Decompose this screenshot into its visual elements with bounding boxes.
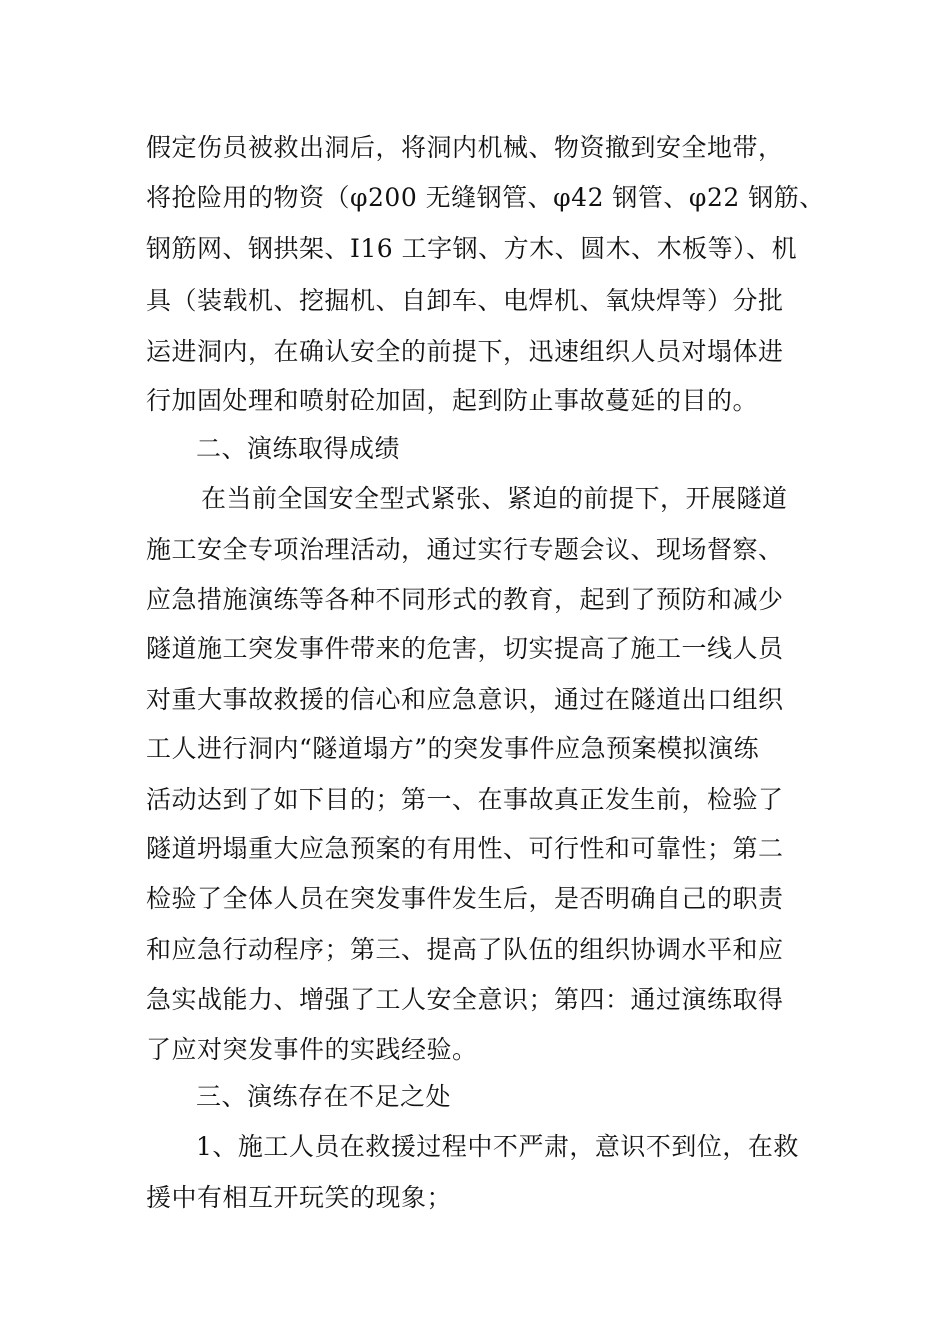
paragraph-line: 隧道施工突发事件带来的危害，切实提高了施工一线人员 — [146, 634, 784, 663]
paragraph-line: 对重大事故救援的信心和应急意识，通过在隧道出口组织 — [146, 685, 784, 714]
section-heading: 三、演练存在不足之处 — [196, 1082, 452, 1111]
paragraph-line: 了应对突发事件的实践经验。 — [146, 1035, 478, 1064]
paragraph-line: 应急措施演练等各种不同形式的教育，起到了预防和减少 — [146, 585, 784, 614]
paragraph-line: 施工安全专项治理活动，通过实行专题会议、现场督察、 — [146, 535, 784, 564]
section-heading: 二、演练取得成绩 — [196, 434, 401, 463]
paragraph-line: 和应急行动程序；第三、提高了队伍的组织协调水平和应 — [146, 935, 784, 964]
paragraph-line: 援中有相互开玩笑的现象； — [146, 1183, 453, 1212]
paragraph-line: 将抢险用的物资（φ200 无缝钢管、φ42 钢管、φ22 钢筋、 — [146, 183, 825, 212]
paragraph-line: 检验了全体人员在突发事件发生后，是否明确自己的职责 — [146, 884, 784, 913]
paragraph-line: 隧道坍塌重大应急预案的有用性、可行性和可靠性；第二 — [146, 834, 784, 863]
paragraph-line: 行加固处理和喷射砼加固，起到防止事故蔓延的目的。 — [146, 386, 759, 415]
paragraph-line: 具（装载机、挖掘机、自卸车、电焊机、氧炔焊等）分批 — [146, 286, 784, 315]
paragraph-line: 假定伤员被救出洞后，将洞内机械、物资撤到安全地带， — [146, 133, 784, 162]
list-item: 1、施工人员在救援过程中不严肃，意识不到位，在救 — [196, 1132, 799, 1161]
paragraph-line: 活动达到了如下目的；第一、在事故真正发生前，检验了 — [146, 785, 784, 814]
paragraph-line: 运进洞内，在确认安全的前提下，迅速组织人员对塌体进 — [146, 337, 784, 366]
paragraph-line: 钢筋网、钢拱架、I16 工字钢、方木、圆木、木板等）、机 — [146, 234, 798, 263]
paragraph-line: 工人进行洞内“隧道塌方”的突发事件应急预案模拟演练 — [146, 734, 760, 763]
paragraph-line: 急实战能力、增强了工人安全意识；第四：通过演练取得 — [146, 985, 784, 1014]
paragraph-line: 在当前全国安全型式紧张、紧迫的前提下，开展隧道 — [201, 484, 788, 513]
